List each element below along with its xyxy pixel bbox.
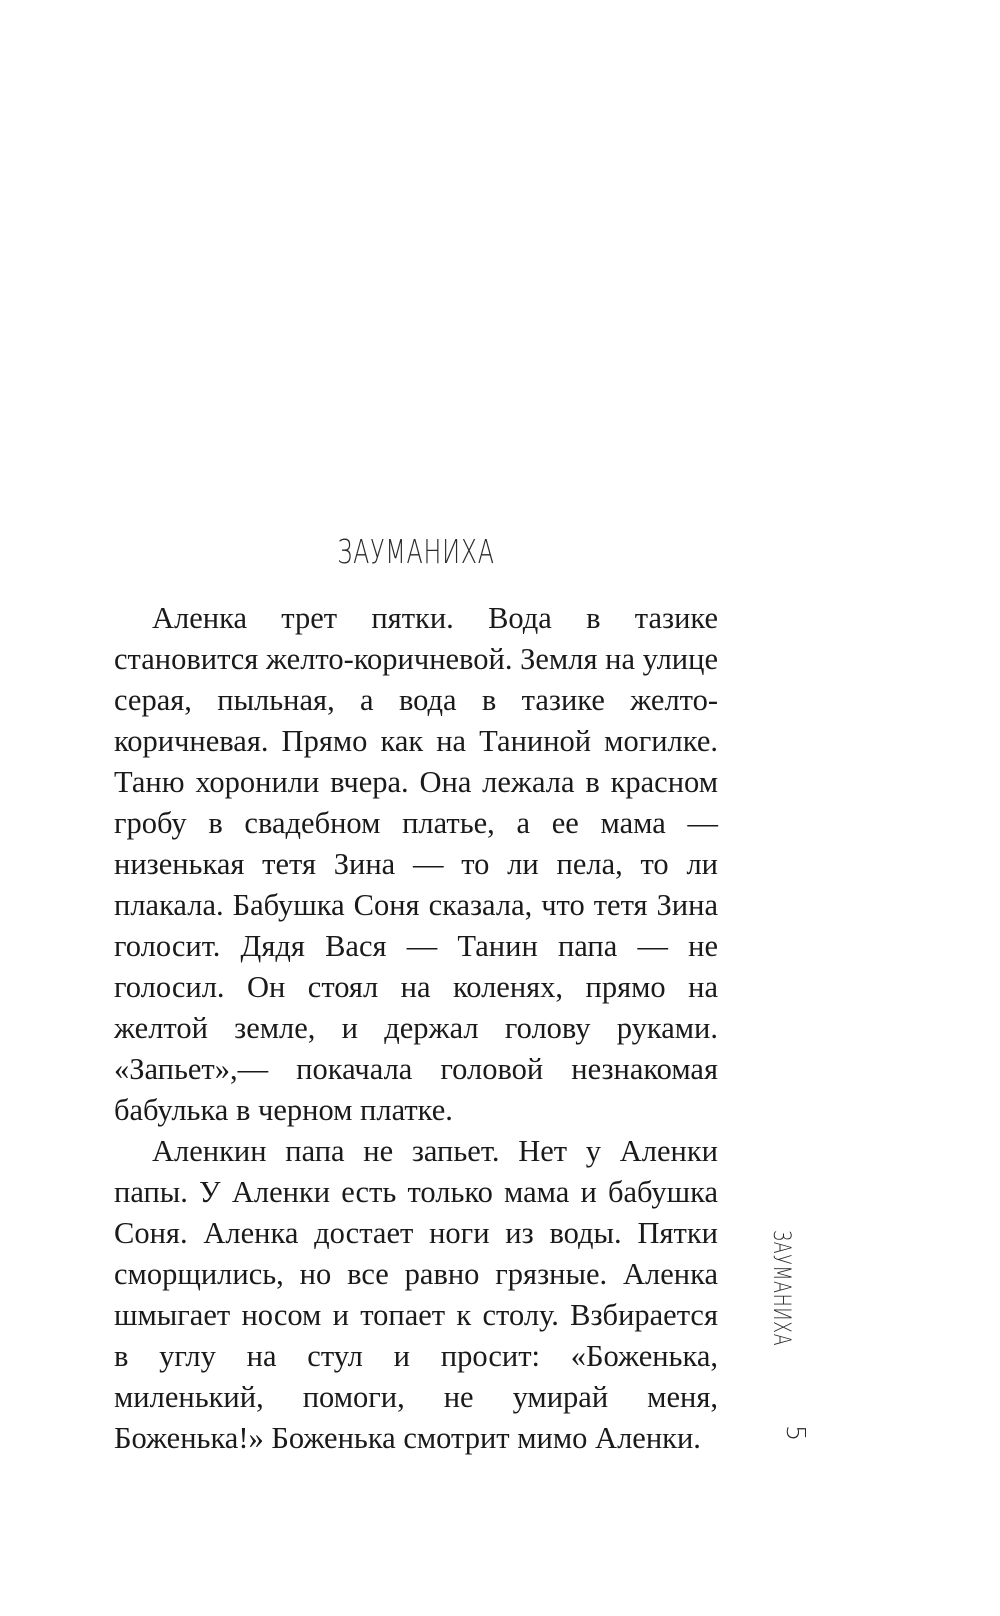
page-number: 5: [780, 1424, 810, 1442]
paragraph-1: Аленка трет пятки. Вода в тазике становится желто-коричневой. Земля на улице серая, пыльная, а вода в тазике желто-коричневая. Прямо как на Таниной могилке. Таню хоронили вчера. Она лежала в красном гробу в свадебном платье, а ее мама — низенькая тетя Зина — то ли пела, то ли плакала. Бабушка Соня сказала, что тетя Зина голосит. Дядя Вася — Танин папа — не голосил. Он стоял на коленях, прямо на желтой земле, и держал голову руками. «Запьет»,— покачала головой незнакомая бабулька в черном платке.: [114, 601, 718, 1127]
body-text: [114, 598, 718, 1459]
chapter-title: ЗАУМАНИХА: [337, 532, 495, 571]
running-head-title: ЗАУМАНИХА: [768, 1230, 796, 1347]
paragraph-2: Аленкин папа не запьет. Нет у Аленки папы. У Аленки есть только мама и бабушка Соня. Аленка достает ноги из воды. Пятки сморщились, но все равно грязные. Аленка шмыгает носом и топает к столу. Взбирается в углу на стул и просит: «Боженька, миленький, помоги, не умирай меня, Боженька!» Боженька смотрит мимо Аленки.: [114, 1134, 718, 1455]
